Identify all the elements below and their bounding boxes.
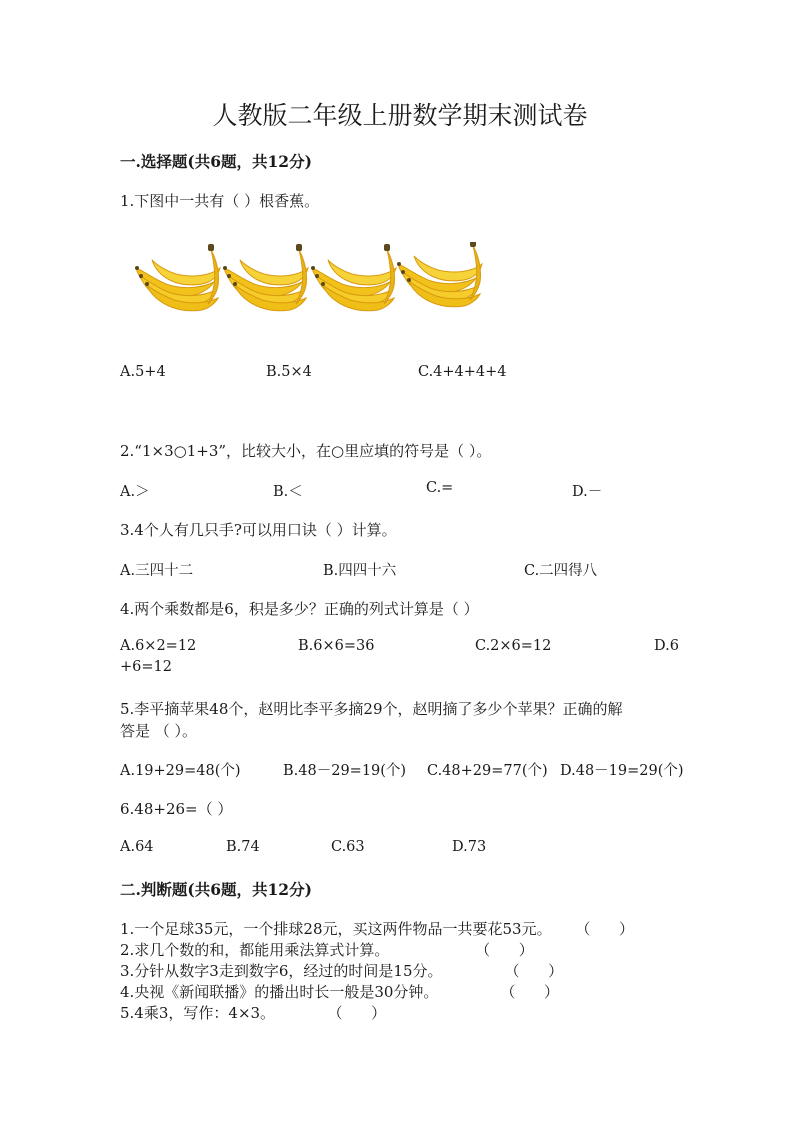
judgement-item-3: 3.分针从数字3走到数字6，经过的时间是15分。 （ ）: [120, 962, 564, 980]
judgement-item-4: 4.央视《新闻联播》的播出时长一般是30分钟。 （ ）: [120, 983, 559, 1001]
section-heading-choice: 一.选择题(共6题，共12分): [120, 152, 312, 171]
q3-option-c: C.二四得八: [524, 563, 598, 579]
q2-option-c: C.=: [426, 480, 454, 496]
bananas-image: [132, 242, 484, 314]
q4-option-c: C.2×6=12: [475, 638, 552, 654]
q1-option-a: A.5+4: [120, 364, 166, 380]
banana-bunch-icon: [223, 244, 308, 311]
banana-bunch-icon: [135, 244, 220, 311]
judgement-item-5: 5.4乘3，写作：4×3。 （ ）: [120, 1004, 387, 1022]
question-3: 3.4个人有几只手?可以用口诀（ ）计算。: [120, 521, 397, 539]
question-2: 2.“1×3○1+3”，比较大小，在○里应填的符号是（ ）。: [120, 442, 492, 460]
q3-option-a: A.三四十二: [120, 563, 194, 579]
question-5: 5.李平摘苹果48个，赵明比李平多摘29个，赵明摘了多少个苹果？正确的解: [120, 700, 623, 718]
q1-option-c: C.4+4+4+4: [418, 364, 507, 380]
page-title: 人教版二年级上册数学期末测试卷: [212, 101, 588, 130]
question-6: 6.48+26=（ ）: [120, 800, 233, 818]
q5-option-a: A.19+29=48(个): [120, 763, 241, 779]
q2-option-a: A.＞: [120, 484, 150, 500]
section-heading-judgement: 二.判断题(共6题，共12分): [120, 880, 312, 899]
q4-option-d-continued: +6=12: [120, 659, 172, 675]
question-5-continued: 答是 （ ）。: [120, 722, 198, 740]
q6-option-c: C.63: [331, 839, 365, 855]
q1-option-b: B.5×4: [266, 364, 312, 380]
q5-option-c: C.48+29=77(个): [427, 763, 548, 779]
banana-bunch-icon: [311, 244, 396, 311]
q2-option-b: B.＜: [273, 484, 303, 500]
q5-option-b: B.48－29=19(个): [283, 763, 407, 779]
question-1: 1.下图中一共有（ ）根香蕉。: [120, 192, 320, 210]
q4-option-b: B.6×6=36: [298, 638, 375, 654]
judgement-item-2: 2.求几个数的和，都能用乘法算式计算。 （ ）: [120, 941, 534, 959]
judgement-item-1: 1.一个足球35元，一个排球28元，买这两件物品一共要花53元。 （ ）: [120, 920, 635, 938]
q6-option-b: B.74: [226, 839, 260, 855]
q4-option-a: A.6×2=12: [120, 638, 197, 654]
banana-bunch-icon: [397, 242, 482, 307]
question-4: 4.两个乘数都是6，积是多少？正确的列式计算是（ ）: [120, 600, 479, 618]
q6-option-d: D.73: [452, 839, 487, 855]
q2-option-d: D.－: [572, 484, 603, 500]
q5-option-d: D.48－19=29(个): [560, 763, 684, 779]
q6-option-a: A.64: [120, 839, 154, 855]
q4-option-d: D.6: [654, 638, 679, 654]
q3-option-b: B.四四十六: [323, 563, 397, 579]
